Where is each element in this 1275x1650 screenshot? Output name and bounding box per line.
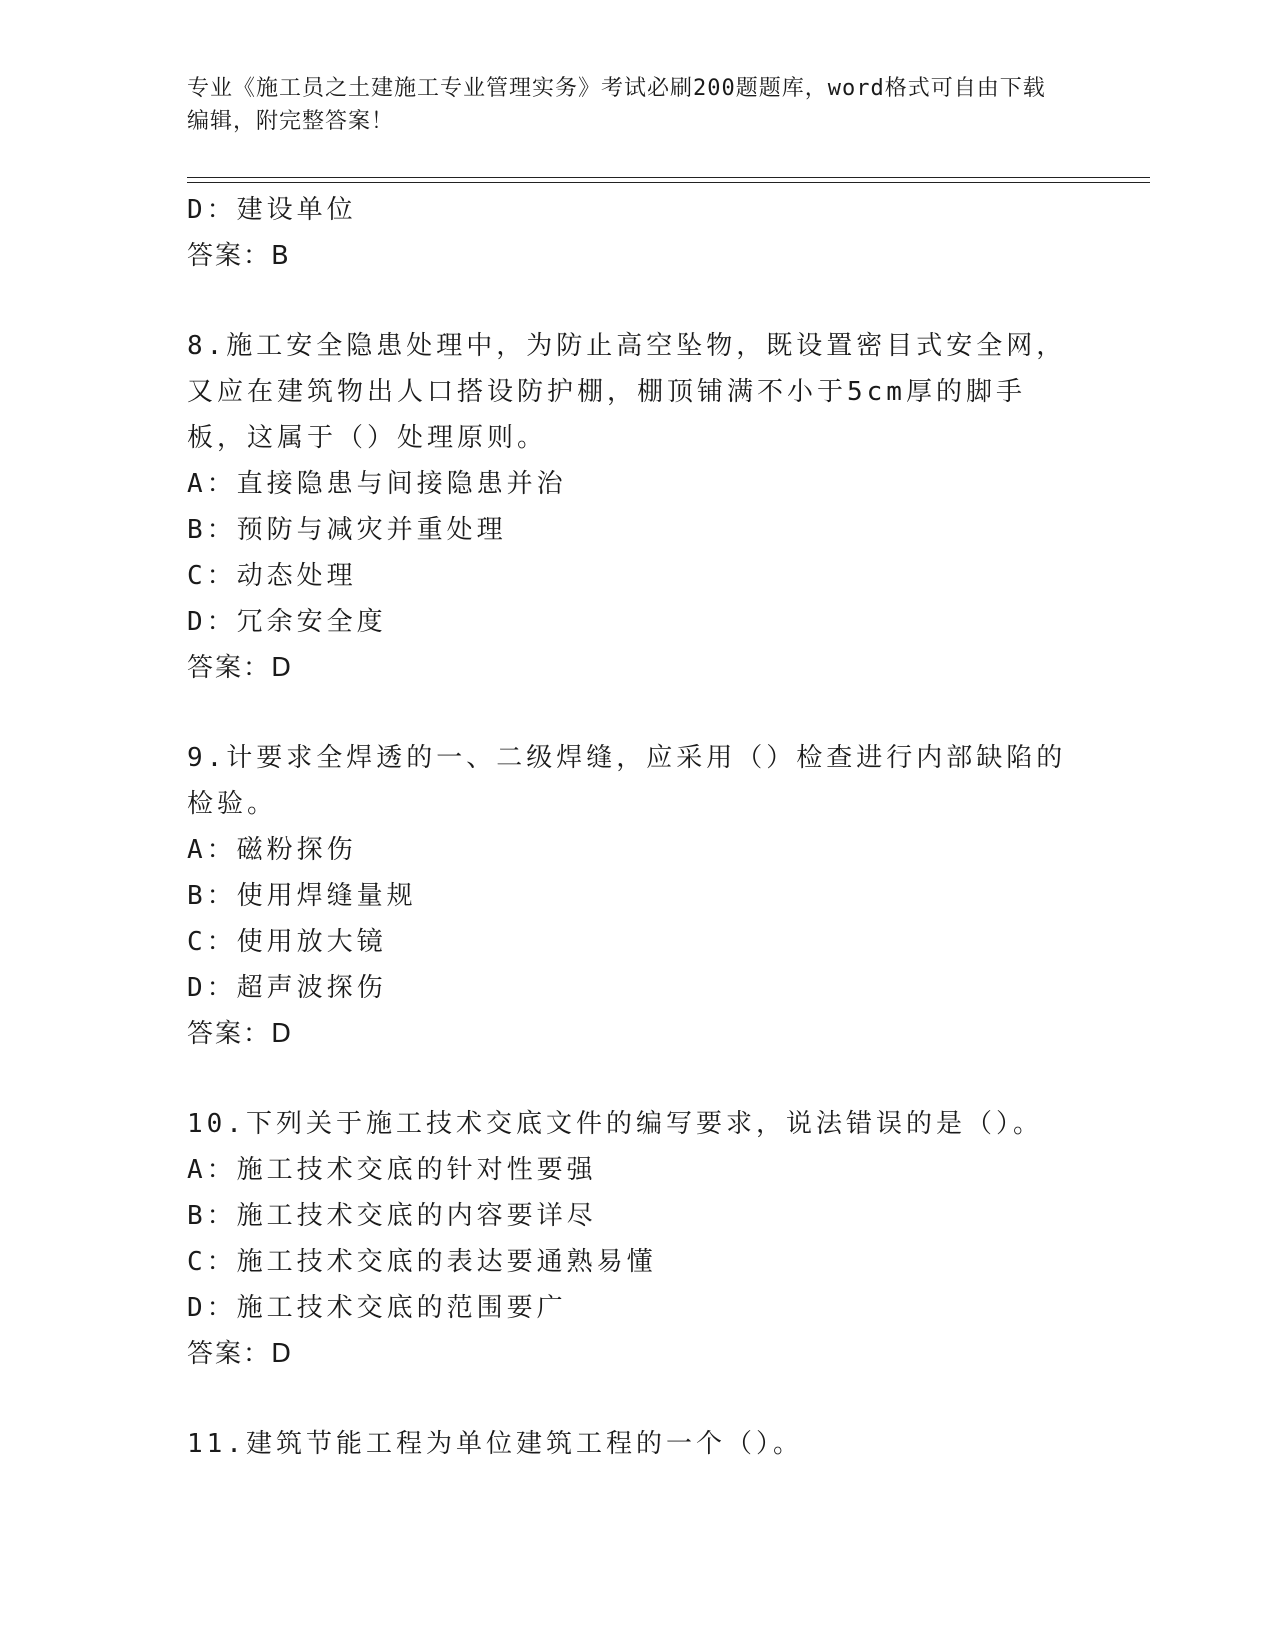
spacer (187, 1057, 1067, 1101)
question-title: 8.施工安全隐患处理中，为防止高空坠物，既设置密目式安全网，又应在建筑物出人口搭设防护棚，棚顶铺满不小于5cm厚的脚手板，这属于（）处理原则。 (187, 331, 1067, 453)
question-option: B：施工技术交底的内容要详尽 (187, 1201, 597, 1231)
question-option: A：磁粉探伤 (187, 835, 357, 865)
question-title: 10.下列关于施工技术交底文件的编写要求，说法错误的是（）。 (187, 1109, 1043, 1139)
question-answer: 答案：D (187, 653, 294, 683)
question-answer: 答案：D (187, 1339, 294, 1369)
question-option: B：使用焊缝量规 (187, 881, 417, 911)
document-header: 专业《施工员之土建施工专业管理实务》考试必刷200题题库，word格式可自由下载编辑，附完整答案！ (187, 76, 1046, 134)
question-10 (187, 1101, 1067, 1377)
spacer (187, 691, 1067, 735)
question-option: C：动态处理 (187, 561, 357, 591)
question-title: 9.计要求全焊透的一、二级焊缝，应采用（）检查进行内部缺陷的检验。 (187, 743, 1067, 819)
question-option: A：施工技术交底的针对性要强 (187, 1155, 597, 1185)
question-9 (187, 735, 1067, 1057)
prev-question-option-d: D：建设单位 (187, 195, 357, 225)
question-option: D：施工技术交底的范围要广 (187, 1293, 567, 1323)
header-rule-top (187, 177, 1150, 178)
prev-question-answer: 答案：B (187, 241, 291, 271)
header-rule-bottom (187, 182, 1150, 183)
question-11 (187, 1421, 1067, 1467)
question-option: B：预防与减灾并重处理 (187, 515, 507, 545)
question-option: D：冗余安全度 (187, 607, 387, 637)
question-option: C：使用放大镜 (187, 927, 387, 957)
question-title: 11.建筑节能工程为单位建筑工程的一个（）。 (187, 1429, 803, 1459)
question-8 (187, 323, 1067, 691)
question-option: A：直接隐患与间接隐患并治 (187, 469, 567, 499)
spacer (187, 279, 1067, 323)
document-body (187, 187, 1067, 1467)
question-option: D：超声波探伤 (187, 973, 387, 1003)
question-answer: 答案：D (187, 1019, 294, 1049)
question-option: C：施工技术交底的表达要通熟易懂 (187, 1247, 657, 1277)
spacer (187, 1377, 1067, 1421)
